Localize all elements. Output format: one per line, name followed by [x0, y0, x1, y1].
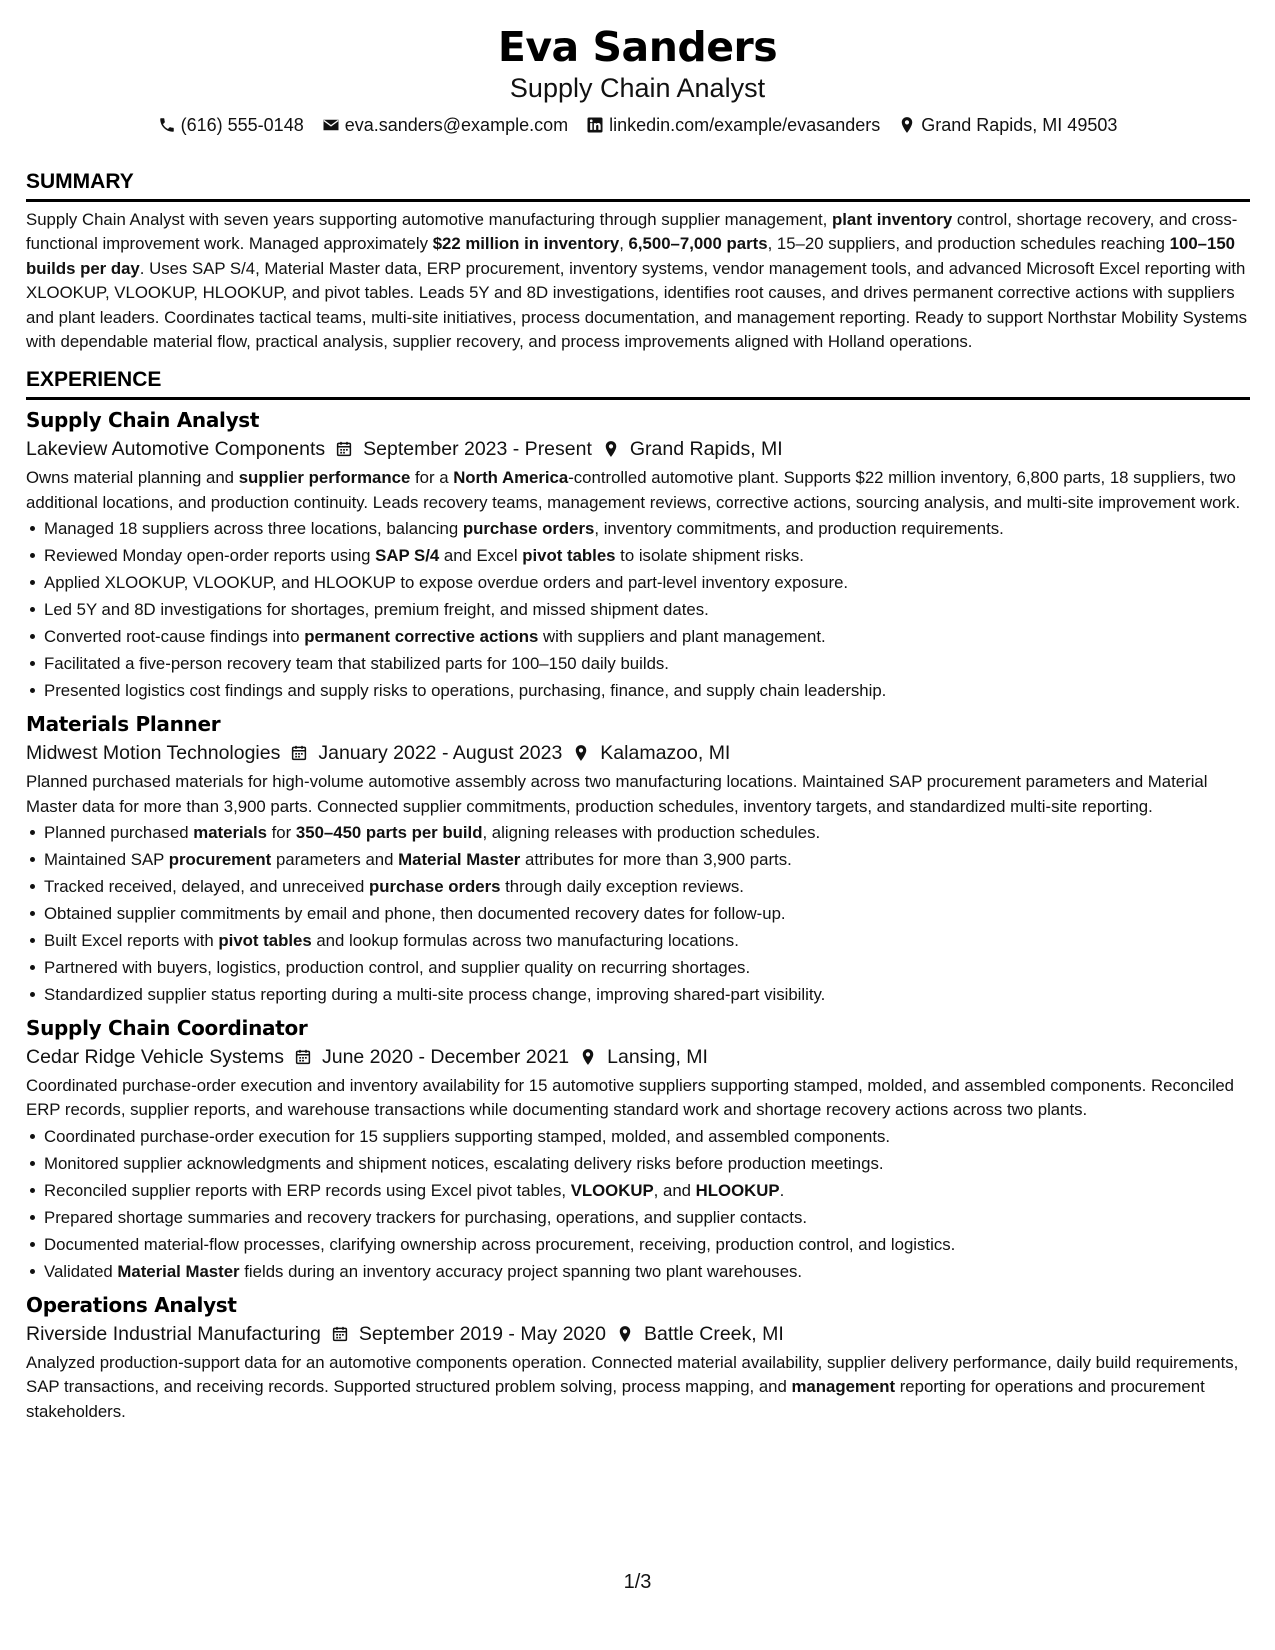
- text-run: -controlled automotive plant. Supports $22 million inventory, 6,800 parts, 18 suppliers, two additional locations, and production continuity. Leads recovery teams, management reviews, corrective actions, sourcing analysis, and multi-site improvement work.: [26, 468, 1241, 512]
- bold-text: Material Master: [398, 850, 521, 870]
- text-run: Obtained supplier commitments by email and phone, then documented recovery dates for follow-up.: [44, 904, 786, 924]
- job-bullets: [26, 819, 1250, 1008]
- calendar-icon: [290, 743, 308, 763]
- job-company: Lakeview Automotive Components: [26, 438, 326, 461]
- list-item: [44, 650, 1250, 677]
- text-run: reporting for operations and procurement stakeholders.: [26, 1377, 1205, 1421]
- bold-text: plant inventory: [831, 210, 953, 229]
- text-run: Presented logistics cost findings and supply risks to operations, purchasing, finance, and supply chain leadership.: [44, 681, 887, 701]
- text-run: .: [779, 1180, 785, 1200]
- text-run: Built Excel reports with: [44, 931, 219, 951]
- bold-text: $22 million in inventory: [432, 234, 620, 254]
- text-run: Monitored supplier acknowledgments and shipment notices, escalating delivery risks before production meetings.: [44, 1153, 884, 1173]
- contact-line: [0, 113, 1275, 137]
- job-title: Operations Analyst: [26, 1292, 237, 1317]
- text-run: with suppliers and plant management.: [538, 627, 826, 647]
- job-meta: [26, 738, 1250, 768]
- candidate-name: Eva Sanders: [497, 23, 778, 71]
- job-list: [26, 406, 1250, 1424]
- list-item: [44, 542, 1250, 569]
- calendar-icon: [294, 1047, 312, 1067]
- list-item: [44, 819, 1250, 846]
- job-location: Kalamazoo, MI: [600, 742, 731, 765]
- job-description: [26, 1351, 1250, 1424]
- text-run: Converted root-cause findings into: [44, 627, 305, 647]
- list-item: [44, 515, 1250, 542]
- phone-text: (616) 555-0148: [180, 115, 304, 135]
- list-item: [44, 927, 1250, 954]
- text-run: ,: [619, 234, 629, 254]
- text-run: control, shortage recovery, and cross-functional improvement work. Managed approximately: [26, 210, 1238, 254]
- bold-text: pivot tables: [522, 546, 616, 566]
- job-dates: June 2020 - December 2021: [321, 1046, 570, 1069]
- list-item: [44, 1204, 1250, 1231]
- experience-heading: EXPERIENCE: [26, 368, 162, 392]
- summary-text: [26, 208, 1250, 354]
- bold-text: 100–150 builds per day: [26, 234, 1235, 278]
- bold-text: materials: [193, 823, 267, 843]
- text-run: Maintained SAP: [44, 850, 169, 870]
- text-run: Facilitated a five-person recovery team that stabilized parts for 100–150 daily builds.: [44, 654, 669, 674]
- envelope-icon: [322, 116, 340, 134]
- list-item: [44, 1231, 1250, 1258]
- email-text: eva.sanders@example.com: [344, 115, 569, 135]
- list-item: [44, 900, 1250, 927]
- bold-text: permanent corrective actions: [304, 627, 539, 647]
- linkedin-text: linkedin.com/example/evasanders: [609, 115, 881, 135]
- job-entry: [26, 710, 1250, 1008]
- job-title: Supply Chain Coordinator: [26, 1016, 308, 1041]
- calendar-icon: [335, 439, 353, 459]
- bold-text: VLOOKUP: [570, 1180, 654, 1200]
- text-run: Supply Chain Analyst with seven years supporting automotive manufacturing through supplier management,: [26, 210, 832, 229]
- list-item: [44, 954, 1250, 981]
- job-meta: [26, 1042, 1250, 1072]
- job-entry: [26, 1014, 1250, 1285]
- job-title: Supply Chain Analyst: [26, 408, 260, 433]
- job-dates: January 2022 - August 2023: [318, 742, 563, 765]
- list-item: [44, 677, 1250, 704]
- job-company: Midwest Motion Technologies: [26, 742, 281, 765]
- text-run: , and: [653, 1180, 696, 1200]
- job-title: Materials Planner: [26, 712, 221, 737]
- job-description: [26, 770, 1250, 819]
- text-run: Analyzed production-support data for an automotive components operation. Connected material availability, supplier delivery performance, daily build requirements, SAP transactions, and receiving records. Supported structured problem solving, process mapping, and: [26, 1352, 1239, 1397]
- list-item: [44, 1150, 1250, 1177]
- linkedin-icon: [586, 116, 604, 134]
- text-run: . Uses SAP S/4, Material Master data, ERP procurement, inventory systems, vendor management tools, and advanced Microsoft Excel reporting with XLOOKUP, VLOOKUP, HLOOKUP, and pivot tables. Leads 5Y and 8D investigations, identifies root causes, and drives permanent corrective actions with suppliers and plant leaders. Coordinates tactical teams, multi-site initiatives, process documentation, and management reporting. Ready to support Northstar Mobility Systems with dependable material flow, practical analysis, supplier recovery, and process improvements aligned with Holland operations.: [26, 258, 1247, 352]
- summary-divider: [26, 199, 1250, 202]
- contact-phone[interactable]: [158, 113, 304, 137]
- text-run: Tracked received, delayed, and unreceived: [44, 877, 369, 897]
- job-meta: [26, 1319, 1250, 1349]
- summary-heading: SUMMARY: [26, 170, 134, 193]
- job-dates: September 2019 - May 2020: [358, 1322, 606, 1345]
- job-entry: [26, 1291, 1250, 1424]
- text-run: , aligning releases with production schedules.: [482, 823, 821, 843]
- text-run: Coordinated purchase-order execution for 15 suppliers supporting stamped, molded, and assembled components.: [44, 1126, 891, 1146]
- text-run: Standardized supplier status reporting during a multi-site process change, improving shared-part visibility.: [44, 985, 826, 1005]
- text-run: and lookup formulas across two manufacturing locations.: [311, 931, 739, 951]
- text-run: , inventory commitments, and production requirements.: [594, 519, 1004, 539]
- list-item: [44, 1123, 1250, 1150]
- job-bullets: [26, 1123, 1250, 1285]
- text-run: Applied XLOOKUP, VLOOKUP, and HLOOKUP to expose overdue orders and part-level inventory exposure.: [44, 573, 849, 593]
- location-text: Grand Rapids, MI 49503: [921, 115, 1118, 135]
- job-description: [26, 1074, 1250, 1123]
- bold-text: SAP S/4: [375, 546, 440, 566]
- bold-text: pivot tables: [218, 931, 312, 951]
- job-company: Riverside Industrial Manufacturing: [26, 1322, 321, 1345]
- text-run: Coordinated purchase-order execution and inventory availability for 15 automotive suppliers supporting stamped, molded, and assembled components. Reconciled ERP records, supplier reports, and warehouse transactions while documenting standard work and shortage recovery actions across two plants.: [26, 1076, 1235, 1120]
- list-item: [44, 1177, 1250, 1204]
- map-pin-icon: [572, 743, 590, 763]
- text-run: attributes for more than 3,900 parts.: [520, 850, 792, 870]
- bold-text: purchase orders: [462, 519, 595, 539]
- contact-location: [898, 113, 1117, 137]
- text-run: Reviewed Monday open-order reports using: [44, 546, 376, 566]
- resume-content: [26, 168, 1250, 1424]
- bold-text: Material Master: [117, 1261, 240, 1281]
- bold-text: North America: [453, 468, 569, 488]
- text-run: for: [266, 823, 296, 843]
- text-run: Planned purchased materials for high-volume automotive assembly across two manufacturing locations. Maintained SAP procurement parameters and Material Master data for more than 3,900 parts. Connected supplier commitments, production schedules, inventory targets, and standardized multi-site reporting.: [26, 772, 1208, 816]
- text-run: Planned purchased: [44, 823, 194, 843]
- job-meta: [26, 434, 1250, 464]
- text-run: Documented material-flow processes, clarifying ownership across procurement, receiving, production control, and logistics.: [44, 1234, 956, 1254]
- text-run: parameters and: [271, 850, 399, 870]
- list-item: [44, 569, 1250, 596]
- text-run: to isolate shipment risks.: [615, 546, 804, 566]
- experience-section: [26, 366, 1250, 1424]
- bold-text: 6,500–7,000 parts: [628, 234, 768, 254]
- text-run: fields during an inventory accuracy project spanning two plant warehouses.: [239, 1261, 803, 1281]
- list-item: [44, 873, 1250, 900]
- job-dates: September 2023 - Present: [363, 438, 592, 461]
- text-run: and Excel: [439, 546, 523, 566]
- bold-text: purchase orders: [368, 877, 501, 897]
- text-run: Managed 18 suppliers across three locations, balancing: [44, 519, 463, 539]
- list-item: [44, 596, 1250, 623]
- map-pin-icon: [602, 439, 620, 459]
- map-pin-icon: [616, 1324, 634, 1344]
- bold-text: supplier performance: [238, 468, 411, 488]
- bold-text: procurement: [168, 850, 272, 870]
- bold-text: management: [791, 1377, 896, 1397]
- text-run: , 15–20 suppliers, and production schedules reaching: [767, 234, 1170, 254]
- page-number: 1/3: [623, 1571, 652, 1593]
- list-item: [44, 623, 1250, 650]
- text-run: Validated: [44, 1261, 118, 1281]
- calendar-icon: [331, 1324, 349, 1344]
- experience-divider: [26, 397, 1250, 400]
- job-bullets: [26, 515, 1250, 704]
- job-entry: [26, 406, 1250, 704]
- text-run: Owns material planning and: [26, 468, 239, 488]
- job-location: Grand Rapids, MI: [629, 438, 783, 461]
- text-run: Reconciled supplier reports with ERP records using Excel pivot tables,: [44, 1180, 571, 1200]
- text-run: Led 5Y and 8D investigations for shortages, premium freight, and missed shipment dates.: [44, 600, 709, 620]
- job-location: Lansing, MI: [607, 1046, 708, 1069]
- text-run: Partnered with buyers, logistics, production control, and supplier quality on recurring shortages.: [44, 958, 751, 978]
- map-pin-icon: [579, 1047, 597, 1067]
- list-item: [44, 1258, 1250, 1285]
- candidate-role: Supply Chain Analyst: [509, 73, 766, 103]
- job-description: [26, 466, 1250, 515]
- resume-header: [0, 0, 1275, 137]
- phone-icon: [158, 116, 176, 134]
- map-pin-icon: [898, 116, 916, 134]
- contact-linkedin[interactable]: [586, 113, 880, 137]
- bold-text: HLOOKUP: [695, 1180, 780, 1200]
- contact-email[interactable]: [322, 113, 568, 137]
- bold-text: 350–450 parts per build: [295, 823, 483, 843]
- job-location: Battle Creek, MI: [643, 1322, 784, 1345]
- job-company: Cedar Ridge Vehicle Systems: [26, 1046, 284, 1069]
- text-run: Prepared shortage summaries and recovery trackers for purchasing, operations, and supplier contacts.: [44, 1207, 807, 1227]
- list-item: [44, 846, 1250, 873]
- text-run: through daily exception reviews.: [500, 877, 744, 897]
- text-run: for a: [410, 468, 454, 488]
- summary-section: [26, 168, 1250, 354]
- list-item: [44, 981, 1250, 1008]
